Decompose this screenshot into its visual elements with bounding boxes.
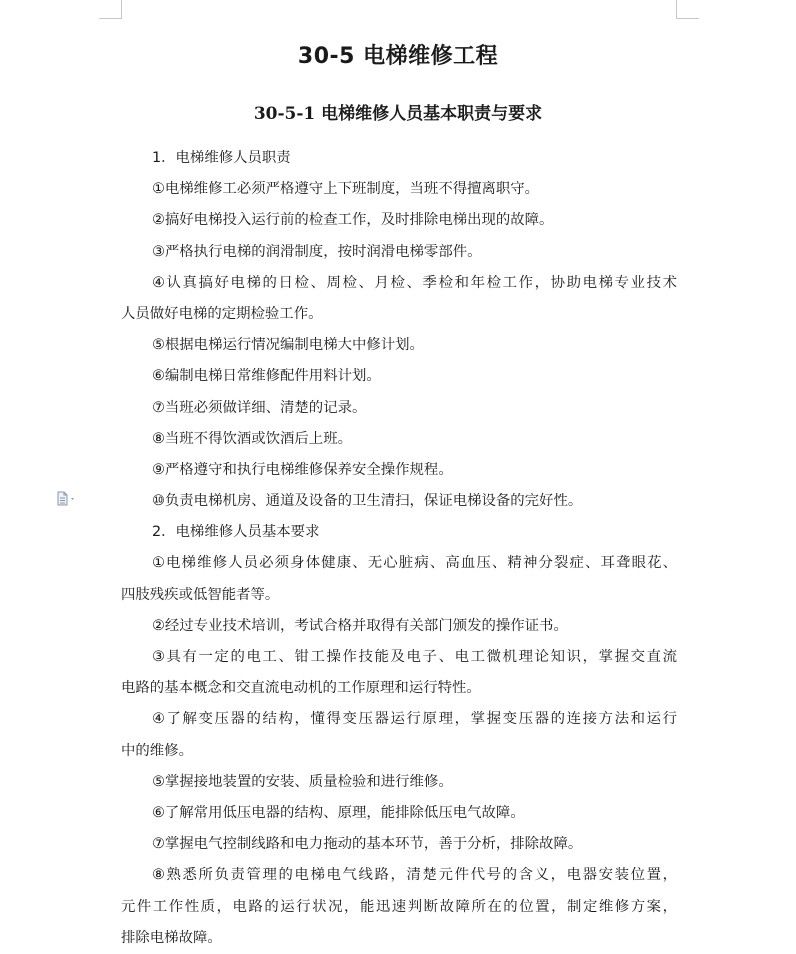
paragraph-line: ②经过专业技术培训，考试合格并取得有关部门颁发的操作证书。: [152, 617, 568, 634]
paragraph-line: ⑦当班必须做详细、清楚的记录。: [152, 399, 367, 416]
paragraph-line: 人员做好电梯的定期检验工作。: [121, 305, 323, 322]
paragraph-line: ④了解变压器的结构，懂得变压器运行原理，掌握变压器的连接方法和运行: [152, 711, 677, 728]
paragraph-line: ⑧当班不得饮酒或饮酒后上班。: [152, 430, 352, 447]
paragraph-line: 2．电梯维修人员基本要求: [152, 524, 320, 541]
paragraph-line: ③严格执行电梯的润滑制度，按时润滑电梯零部件。: [152, 243, 482, 260]
crop-mark-top-right: [676, 0, 699, 19]
paragraph-line: ⑤掌握接地装置的安装、质量检验和进行维修。: [152, 773, 453, 790]
paragraph-line: ③具有一定的电工、钳工操作技能及电子、电工微机理论知识，掌握交直流: [152, 649, 677, 665]
paragraph-line: ⑥了解常用低压电器的结构、原理，能排除低压电气故障。: [152, 804, 525, 821]
paragraph-line: ④认真搞好电梯的日检、周检、月检、季检和年检工作，协助电梯专业技术: [152, 274, 677, 291]
document-icon[interactable]: [56, 491, 78, 507]
paragraph-line: 四肢残疾或低智能者等。: [121, 586, 280, 603]
paragraph-line: ①电梯维修人员必须身体健康、无心脏病、高血压、精神分裂症、耳聋眼花、: [152, 555, 677, 572]
paragraph-line: ⑥编制电梯日常维修配件用料计划。: [152, 368, 381, 385]
paragraph-line: 排除电梯故障。: [121, 929, 222, 946]
paragraph-line: 中的维修。: [121, 742, 193, 759]
crop-mark-top-left: [99, 0, 122, 19]
paragraph-line: ⑨严格遵守和执行电梯维修保养安全操作规程。: [152, 461, 453, 478]
paragraph-line: ⑧熟悉所负责管理的电梯电气线路，清楚元件代号的含义，电器安装位置，: [152, 867, 677, 884]
paragraph-line: 1．电梯维修人员职责: [152, 150, 291, 166]
page-title: 30-5 电梯维修工程: [297, 44, 499, 69]
paragraph-line: ②搞好电梯投入运行前的检查工作，及时排除电梯出现的故障。: [152, 212, 554, 229]
paragraph-line: 电路的基本概念和交直流电动机的工作原理和运行特性。: [121, 680, 481, 697]
paragraph-line: ①电梯维修工必须严格遵守上下班制度，当班不得擅离职守。: [152, 181, 540, 198]
paragraph-line: 元件工作性质，电路的运行状况，能迅速判断故障所在的位置，制定维修方案，: [121, 898, 677, 915]
paragraph-line: ⑦掌握电气控制线路和电力拖动的基本环节，善于分析，排除故障。: [152, 836, 583, 853]
section-subtitle: 30-5-1 电梯维修人员基本职责与要求: [253, 104, 543, 124]
paragraph-line: ⑩负责电梯机房、通道及设备的卫生清扫，保证电梯设备的完好性。: [152, 493, 583, 510]
paragraph-line: ⑤根据电梯运行情况编制电梯大中修计划。: [152, 337, 424, 354]
document-body: [121, 143, 677, 954]
